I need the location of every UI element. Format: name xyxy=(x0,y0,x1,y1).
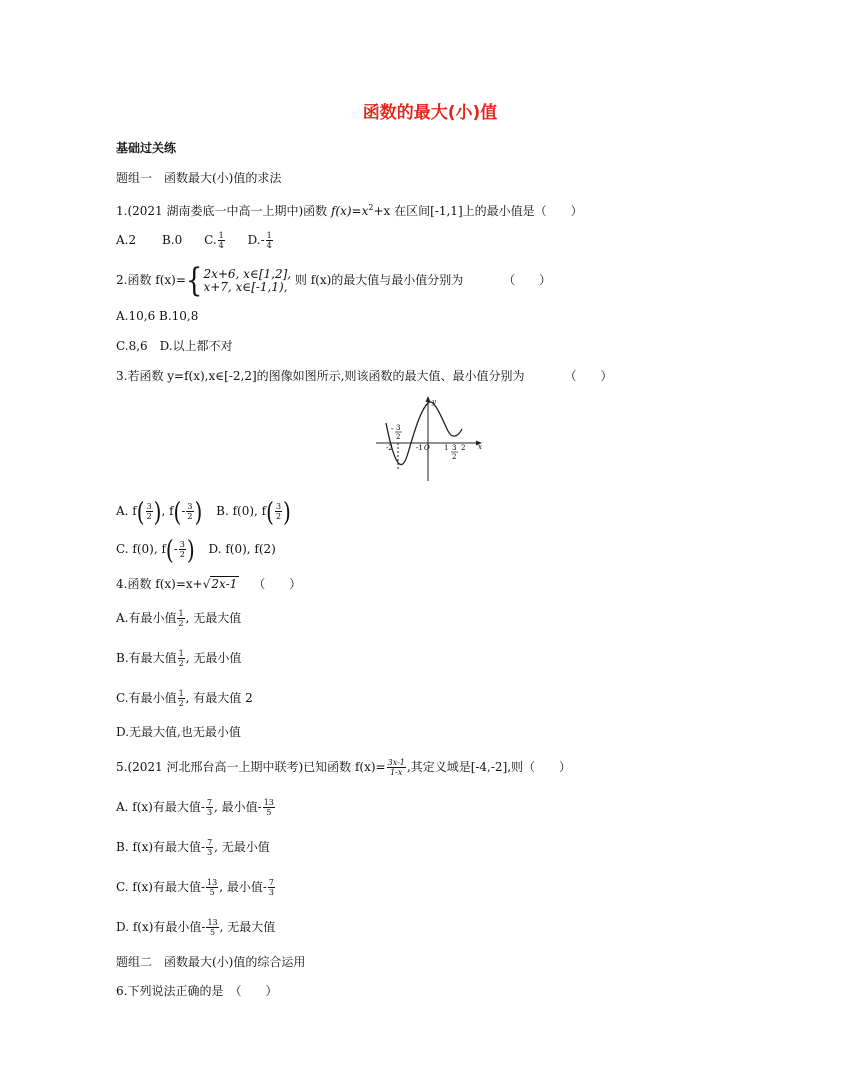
question-3-options-line-1 xyxy=(116,495,291,528)
question-2-options-line-1: A.10,6 B.10,8 xyxy=(116,309,199,323)
question-4-option-a: A.有最小值 $\frac{1}{2}$ , 无最大值 xyxy=(116,609,242,628)
tick-minus: - xyxy=(391,425,394,433)
origin-label: O xyxy=(424,444,430,452)
group-heading-1: 题组一 函数最大(小)值的求法 xyxy=(116,171,282,185)
tick-neg-three-num: 3 xyxy=(396,424,401,432)
question-5: 5.(2021 河北邢台高一上期中联考)已知函数 f(x)= $\frac{3x-1}{1-x}$ ,其定义域是[-4,-2],则（ ） xyxy=(116,758,572,777)
tick-m1: -1 xyxy=(416,444,423,452)
question-5-option-a: A. f(x)有最大值- $\frac{7}{3}$ , 最小值- $\frac{13}{5}$ xyxy=(116,798,274,817)
question-2: 2.函数 f(x)={ 2x+6, x∈[1,2], x+7, x∈[-1,1), 则 f(x)的最大值与最小值分别为 （ ） xyxy=(116,261,552,300)
question-5-option-c: C. f(x)有最大值- $\frac{13}{5}$ , 最小值- $\frac{7}{3}$ xyxy=(116,878,274,897)
group-heading-2: 题组二 函数最大(小)值的综合运用 xyxy=(116,955,306,969)
question-3-options-line-2 xyxy=(116,533,276,566)
option-a: A.2 xyxy=(116,233,137,247)
tick-three-half-num: 3 xyxy=(452,444,457,452)
y-label: y xyxy=(432,398,436,406)
question-4-option-c: C.有最小值 $\frac{1}{2}$ , 有最大值 2 xyxy=(116,689,253,708)
question-6: 6.下列说法正确的是 （ ） xyxy=(116,984,278,998)
question-4: 4.函数 f(x)=x+√2x-1 （ ） xyxy=(116,577,302,591)
section-heading: 基础过关练 xyxy=(116,141,177,155)
question-5-option-d: D. f(x)有最小值- $\frac{13}{5}$ , 无最大值 xyxy=(116,918,276,937)
tick-m2: -2 xyxy=(386,444,393,452)
question-1-options xyxy=(116,231,274,250)
option-b: B. f(0), f( $\frac{3}{2}$ ) xyxy=(216,495,291,528)
option-d: D.- $\frac{1}{4}$ xyxy=(247,231,272,250)
tick-2: 2 xyxy=(461,444,466,452)
option-b: B.0 xyxy=(161,233,183,247)
question-4-option-d: D.无最大值,也无最小值 xyxy=(116,725,241,739)
page-title: 函数的最大(小)值 xyxy=(362,103,498,123)
function-graph xyxy=(372,393,488,483)
tick-1: 1 xyxy=(444,444,449,452)
question-3: 3.若函数 y=f(x),x∈[-2,2]的图像如图所示,则该函数的最大值、最小值分别为 （ ） xyxy=(116,369,613,383)
tick-three-half-den: 2 xyxy=(452,453,457,461)
question-2-options-line-2: C.8,6 D.以上都不对 xyxy=(116,339,233,353)
option-c: C. f(0), f(- $\frac{3}{2}$ ) xyxy=(116,533,195,566)
x-label: x xyxy=(478,443,482,451)
option-c: C. $\frac{1}{4}$ xyxy=(204,231,224,250)
tick-neg-three-den: 2 xyxy=(396,433,401,441)
option-a: A. f( $\frac{3}{2}$ ), f(- $\frac{3}{2}$ ) xyxy=(116,495,203,528)
option-d: D. f(0), f(2) xyxy=(208,542,276,556)
question-5-option-b: B. f(x)有最大值- $\frac{7}{3}$ , 无最小值 xyxy=(116,838,270,857)
y-axis-arrow xyxy=(426,396,431,402)
question-4-option-b: B.有最大值 $\frac{1}{2}$ , 无最小值 xyxy=(116,649,242,668)
question-1: 1.(2021 湖南娄底一中高一上期中)函数 $f(x)=x^2+x$ 在区间[-1,1]上的最小值是（ ） xyxy=(116,203,583,218)
